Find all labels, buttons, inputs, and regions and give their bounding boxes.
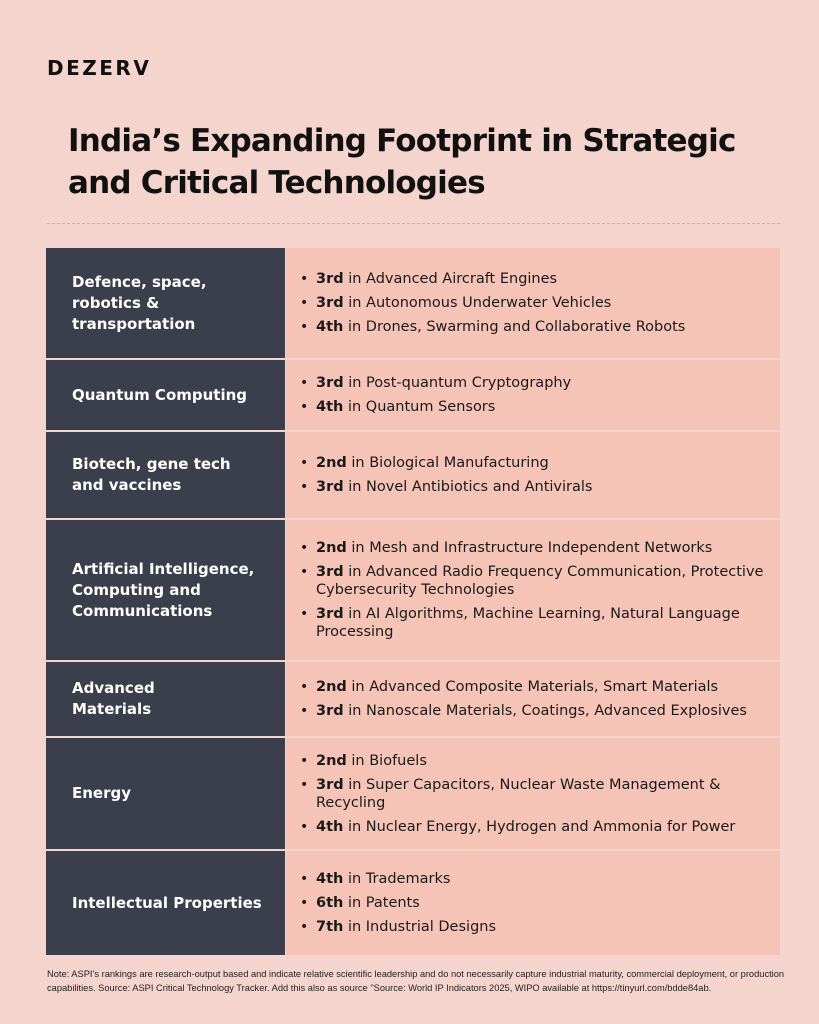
bullet-icon: • (300, 606, 309, 622)
footnote: Note: ASPI’s rankings are research-output based and indicate relative scientific leadership and do not necessarily capture industrial maturity, commercial deployment, or production capabilities. Source: ASPI Critical Technology Tracker. Add this also as source "Source: World IP Indicators 2025, WIPO available at https://tinyurl.com/bdde84ab. (47, 969, 785, 993)
technology-label: in Biofuels (346, 752, 427, 769)
category-cell (46, 738, 285, 849)
ranking-item (300, 605, 766, 641)
bullet-icon: • (300, 319, 309, 335)
technology-label: in Quantum Sensors (343, 399, 496, 415)
rank-label: 3rd (316, 295, 344, 311)
ranking-item (300, 563, 766, 599)
ranking-list (286, 432, 780, 518)
technology-label: in Mesh and Infrastructure Independent Networks (346, 540, 713, 556)
rank-label: 3rd (316, 564, 344, 580)
rank-label: 4th (316, 871, 344, 887)
technology-label: in Novel Antibiotics and Antivirals (343, 479, 593, 495)
ranking-text (316, 563, 766, 599)
ranking-text (316, 752, 427, 770)
ranking-text (316, 702, 747, 720)
category-label (72, 454, 231, 496)
bullet-icon: • (300, 479, 309, 495)
category-cell (46, 360, 285, 430)
rank-label: 6th (316, 895, 344, 911)
ranking-item (300, 894, 766, 912)
category-label-line: Biotech, gene tech (72, 455, 231, 473)
rank-label: 4th (316, 818, 344, 835)
ranking-item (300, 870, 766, 888)
rank-label: 4th (316, 319, 344, 335)
category-label-line: Defence, space, (72, 272, 207, 291)
ranking-list (286, 662, 780, 736)
bullet-icon: • (300, 679, 309, 695)
category-cell (46, 432, 285, 518)
technology-label: in Drones, Swarming and Collaborative Robots (343, 319, 686, 335)
rank-label: 3rd (316, 703, 344, 719)
ranking-text (316, 454, 549, 472)
table-row (46, 248, 780, 358)
bullet-icon: • (300, 776, 309, 793)
technology-label: in Industrial Designs (343, 919, 497, 935)
category-cell (46, 520, 285, 660)
technology-label: in Advanced Radio Frequency Communication, Protective Cybersecurity Technologies (316, 564, 764, 598)
bullet-icon: • (300, 919, 309, 935)
bullet-icon: • (300, 752, 309, 769)
ranking-text (316, 539, 712, 557)
category-cell (46, 851, 285, 955)
bullet-icon: • (300, 818, 309, 835)
ranking-text (316, 870, 450, 888)
technology-label: in Biological Manufacturing (346, 455, 549, 471)
ranking-item (300, 478, 766, 496)
technology-label: in Patents (343, 895, 420, 911)
dashed-divider (47, 223, 780, 224)
ranking-item (300, 374, 766, 392)
ranking-item (300, 776, 766, 812)
ranking-item (300, 818, 766, 836)
category-label-line: Materials (72, 700, 152, 718)
table-row (46, 432, 780, 518)
category-label-line: Artificial Intelligence, (72, 559, 255, 578)
bullet-icon: • (300, 871, 309, 887)
category-label (72, 559, 254, 622)
category-label-line: Advanced (72, 679, 155, 697)
ranking-text (316, 478, 592, 496)
category-label-line: Intellectual Properties (72, 893, 262, 912)
rank-label: 3rd (316, 479, 344, 495)
ranking-text (316, 294, 611, 312)
ranking-list (286, 738, 780, 849)
page-title (68, 120, 768, 204)
category-label-line: and vaccines (72, 476, 182, 494)
category-label-line: Energy (72, 784, 132, 802)
category-label (72, 678, 155, 720)
category-label (72, 272, 207, 335)
ranking-text (316, 894, 420, 912)
technology-label: in Nanoscale Materials, Coatings, Advanced Explosives (343, 703, 747, 719)
rank-label: 3rd (316, 776, 344, 793)
technology-label: in Trademarks (343, 871, 451, 887)
technology-label: in Post-quantum Cryptography (343, 375, 572, 391)
category-label (72, 893, 262, 914)
technology-table (46, 248, 780, 955)
ranking-text (316, 918, 496, 936)
bullet-icon: • (300, 271, 309, 287)
rank-label: 7th (316, 919, 344, 935)
rank-label: 3rd (316, 375, 344, 391)
ranking-item (300, 294, 766, 312)
category-label-line: Computing and (72, 580, 201, 599)
ranking-text (316, 318, 685, 336)
ranking-text (316, 270, 557, 288)
title-line-1: India’s Expanding Footprint in Strategic (68, 123, 736, 159)
ranking-text (316, 818, 735, 836)
table-row (46, 520, 780, 660)
ranking-item (300, 318, 766, 336)
category-cell (46, 662, 285, 736)
bullet-icon: • (300, 703, 309, 719)
technology-label: in AI Algorithms, Machine Learning, Natural Language Processing (316, 606, 740, 640)
rank-label: 2nd (316, 679, 347, 695)
table-row (46, 738, 780, 849)
ranking-item (300, 539, 766, 557)
category-label-line: transportation (72, 314, 196, 333)
bullet-icon: • (300, 399, 309, 415)
rank-label: 2nd (316, 752, 347, 769)
ranking-item (300, 454, 766, 472)
ranking-text (316, 374, 571, 392)
bullet-icon: • (300, 540, 309, 556)
category-label (72, 385, 247, 406)
ranking-item (300, 678, 766, 696)
ranking-list (286, 248, 780, 358)
ranking-item (300, 270, 766, 288)
ranking-item (300, 752, 766, 770)
category-label-line: Quantum Computing (72, 385, 248, 404)
ranking-list (286, 520, 780, 660)
ranking-text (316, 398, 495, 416)
bullet-icon: • (300, 455, 309, 471)
ranking-text (316, 776, 766, 812)
technology-label: in Autonomous Underwater Vehicles (343, 295, 612, 311)
rank-label: 2nd (316, 455, 347, 471)
table-row (46, 360, 780, 430)
technology-label: in Super Capacitors, Nuclear Waste Management & Recycling (316, 776, 721, 811)
bullet-icon: • (300, 375, 309, 391)
title-line-2: and Critical Technologies (68, 165, 485, 201)
rank-label: 3rd (316, 606, 344, 622)
technology-label: in Nuclear Energy, Hydrogen and Ammonia for Power (343, 818, 736, 835)
bullet-icon: • (300, 564, 309, 580)
category-label-line: Communications (72, 601, 213, 620)
bullet-icon: • (300, 895, 309, 911)
ranking-text (316, 678, 718, 696)
ranking-item (300, 398, 766, 416)
category-label (72, 783, 131, 804)
rank-label: 3rd (316, 271, 344, 287)
category-label-line: robotics & (72, 293, 160, 312)
technology-label: in Advanced Aircraft Engines (343, 271, 558, 287)
table-row (46, 662, 780, 736)
ranking-item (300, 702, 766, 720)
brand-logo: DEZERV (47, 56, 152, 80)
technology-label: in Advanced Composite Materials, Smart Materials (346, 679, 719, 695)
table-row (46, 851, 780, 955)
ranking-list (286, 360, 780, 430)
rank-label: 4th (316, 399, 344, 415)
rank-label: 2nd (316, 540, 347, 556)
bullet-icon: • (300, 295, 309, 311)
ranking-text (316, 605, 766, 641)
ranking-item (300, 918, 766, 936)
category-cell (46, 248, 285, 358)
ranking-list (286, 851, 780, 955)
